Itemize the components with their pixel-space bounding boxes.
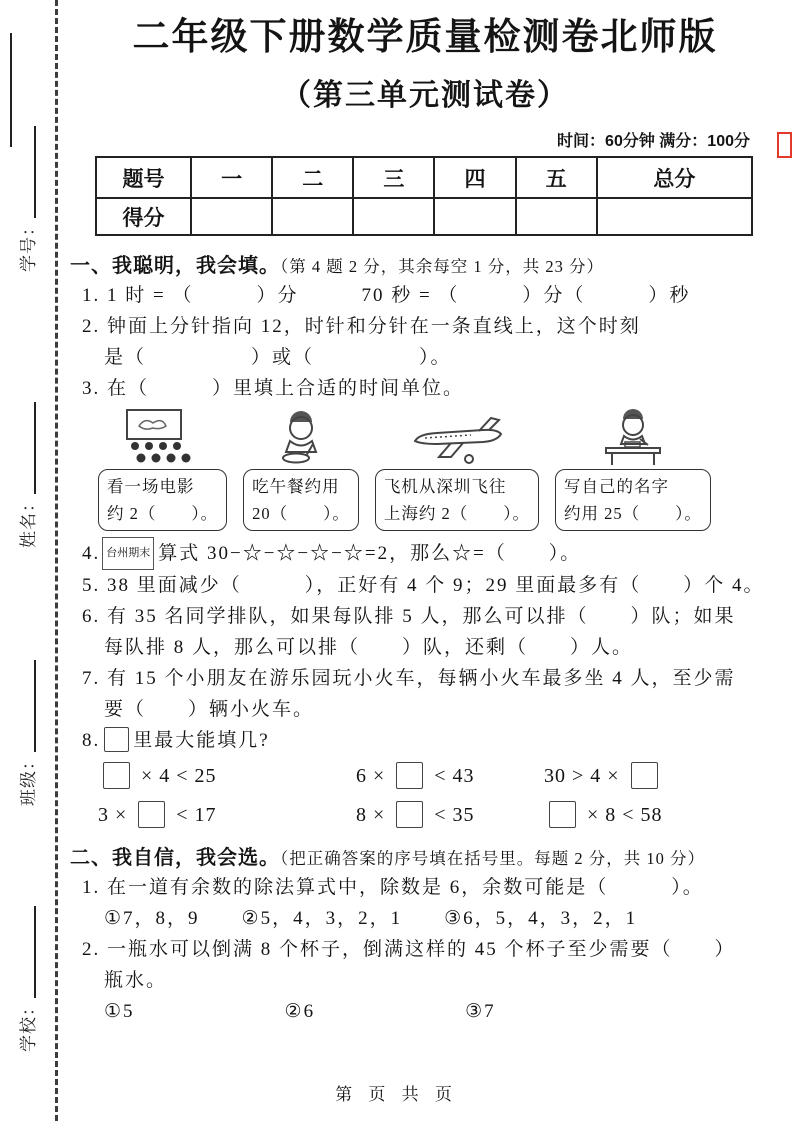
question-8 [68, 725, 782, 756]
choice-question-2-line1: 2. 一瓶水可以倒满 8 个杯子，倒满这样的 45 个杯子至少需要（ ） [82, 939, 736, 961]
caption-line: 约 2（ ）。 [107, 504, 219, 524]
expr-text: 8 × [356, 804, 392, 827]
seal-dashed-line [55, 0, 58, 1121]
question-4-text: 算式 30−☆−☆−☆−☆=2，那么☆=（ ）。 [158, 543, 582, 565]
student-id-label [14, 126, 39, 272]
option: ①7，8，9 [104, 908, 200, 930]
time-score-info: 时间：60分钟 满分：100分 [557, 133, 750, 151]
question-7-line1: 7. 有 15 个小朋友在游乐园玩小火车，每辆小火车最多坐 4 人，至少需 [82, 668, 736, 690]
school-blank [19, 906, 36, 998]
score-table-header: 五 [516, 157, 597, 198]
section2-heading [70, 841, 782, 870]
question-8-text: 里最大能填几? [133, 730, 270, 752]
section1-heading [70, 249, 782, 278]
airplane-icon [409, 414, 505, 466]
writing-icon [600, 408, 666, 466]
picture-item-movie [98, 408, 227, 531]
question-3: 3. 在（ ）里填上合适的时间单位。 [82, 378, 465, 400]
paper-content [68, 0, 782, 1027]
picture-item-lunch [243, 408, 359, 531]
score-table-header: 总分 [597, 157, 752, 198]
class-label [14, 660, 39, 806]
score-table-header: 一 [191, 157, 272, 198]
fill-box [103, 762, 130, 789]
score-cell [353, 198, 434, 235]
score-table-header: 三 [353, 157, 434, 198]
expr-text: < 43 [428, 765, 475, 788]
school-text: 学校： [19, 998, 38, 1052]
fill-box [104, 727, 129, 752]
score-row-label: 得分 [96, 198, 191, 235]
cinema-icon [121, 408, 205, 466]
lunch-icon [272, 408, 330, 466]
score-table-header: 二 [272, 157, 353, 198]
fill-box [396, 762, 423, 789]
score-table-header: 四 [434, 157, 515, 198]
fill-box [631, 762, 658, 789]
fill-box [549, 801, 576, 828]
expr-text: × 8 < 58 [581, 804, 663, 827]
question-4-number: 4. [82, 543, 101, 565]
picture-item-writing [555, 408, 711, 531]
score-cell [597, 198, 752, 235]
choice-question-2-options [104, 996, 782, 1027]
question-8-expressions [98, 762, 782, 828]
fill-box [138, 801, 165, 828]
caption-line: 20（ ）。 [252, 504, 350, 524]
picture-caption [98, 469, 227, 531]
expression [356, 801, 544, 828]
expression [544, 762, 782, 789]
question-7-line2: 要（ ）辆小火车。 [104, 699, 315, 721]
paper-subtitle: （第三单元测试卷） [281, 79, 569, 113]
picture-caption [243, 469, 359, 531]
expr-text: 30 > 4 × [544, 765, 626, 788]
expr-text: < 35 [428, 804, 475, 827]
expression [544, 801, 782, 828]
score-table [95, 156, 753, 236]
expr-text: 3 × [98, 804, 134, 827]
caption-line: 飞机从深圳飞往 [383, 477, 507, 497]
picture-caption [555, 469, 711, 531]
score-table-score-row [96, 198, 752, 235]
name-text: 姓名： [19, 494, 38, 548]
question-2-line2: 是（ ）或（ ）。 [104, 347, 452, 369]
option: ②5，4，3，2，1 [241, 908, 403, 930]
option: ①5 [104, 1001, 135, 1023]
question-8-number: 8. [82, 730, 101, 752]
school-label [14, 906, 39, 1052]
paper-title: 二年级下册数学质量检测卷北师版 [132, 16, 718, 57]
caption-line: 上海约 2（ ）。 [383, 504, 530, 524]
section2-note: （把正确答案的序号填在括号里。每题 2 分，共 10 分） [280, 849, 705, 869]
section1-title: 一、我聪明，我会填。 [70, 255, 280, 278]
expression [98, 762, 356, 789]
student-id-blank [19, 126, 36, 218]
name-blank [19, 402, 36, 494]
score-cell [516, 198, 597, 235]
score-cell [272, 198, 353, 235]
question-4 [68, 537, 782, 570]
score-table-header-row [96, 157, 752, 198]
expression [98, 801, 356, 828]
expression [356, 762, 544, 789]
caption-line: 看一场电影 [107, 477, 195, 497]
expr-text: × 4 < 25 [135, 765, 217, 788]
picture-caption [375, 469, 539, 531]
question-3-pictures [98, 408, 782, 531]
class-text: 班级： [19, 752, 38, 806]
question-6-line1: 6. 有 35 名同学排队，如果每队排 5 人，那么可以排（ ）队；如果 [82, 606, 736, 628]
name-label [14, 402, 39, 548]
option: ③7 [465, 1001, 496, 1023]
section1-note: （第 4 题 2 分，其余每空 1 分，共 23 分） [280, 257, 604, 277]
fill-box [396, 801, 423, 828]
expr-text: 6 × [356, 765, 392, 788]
expr-text: < 17 [170, 804, 217, 827]
option: ②6 [284, 1001, 316, 1023]
picture-item-airplane [375, 414, 539, 531]
choice-question-2-line2: 瓶水。 [104, 970, 168, 992]
page-edge-mark [10, 33, 12, 147]
question-5: 5. 38 里面减少（ ），正好有 4 个 9；29 里面最多有（ ）个 4。 [82, 575, 765, 597]
question-1: 1. 1 时 = （ ）分 70 秒 = （ ）分（ ）秒 [82, 285, 691, 307]
option: ③6，5，4，3，2，1 [444, 908, 638, 930]
question-6-line2: 每队排 8 人，那么可以排（ ）队，还剩（ ）人。 [104, 637, 634, 659]
caption-line: 吃午餐约用 [252, 477, 340, 497]
score-cell [191, 198, 272, 235]
student-id-text: 学号： [19, 218, 38, 272]
choice-question-1: 1. 在一道有余数的除法算式中，除数是 6，余数可能是（ ）。 [82, 877, 704, 899]
class-blank [19, 660, 36, 752]
choice-question-1-options [104, 903, 782, 934]
page-footer: 第 页 共 页 [335, 1085, 458, 1104]
caption-line: 写自己的名字 [564, 477, 669, 497]
source-tag: 台州期末 [102, 537, 154, 570]
score-table-header: 题号 [96, 157, 191, 198]
score-cell [434, 198, 515, 235]
section2-title: 二、我自信，我会选。 [70, 847, 280, 870]
caption-line: 约用 25（ ）。 [564, 504, 702, 524]
question-2-line1: 2. 钟面上分针指向 12，时针和分针在一条直线上，这个时刻 [82, 316, 641, 338]
